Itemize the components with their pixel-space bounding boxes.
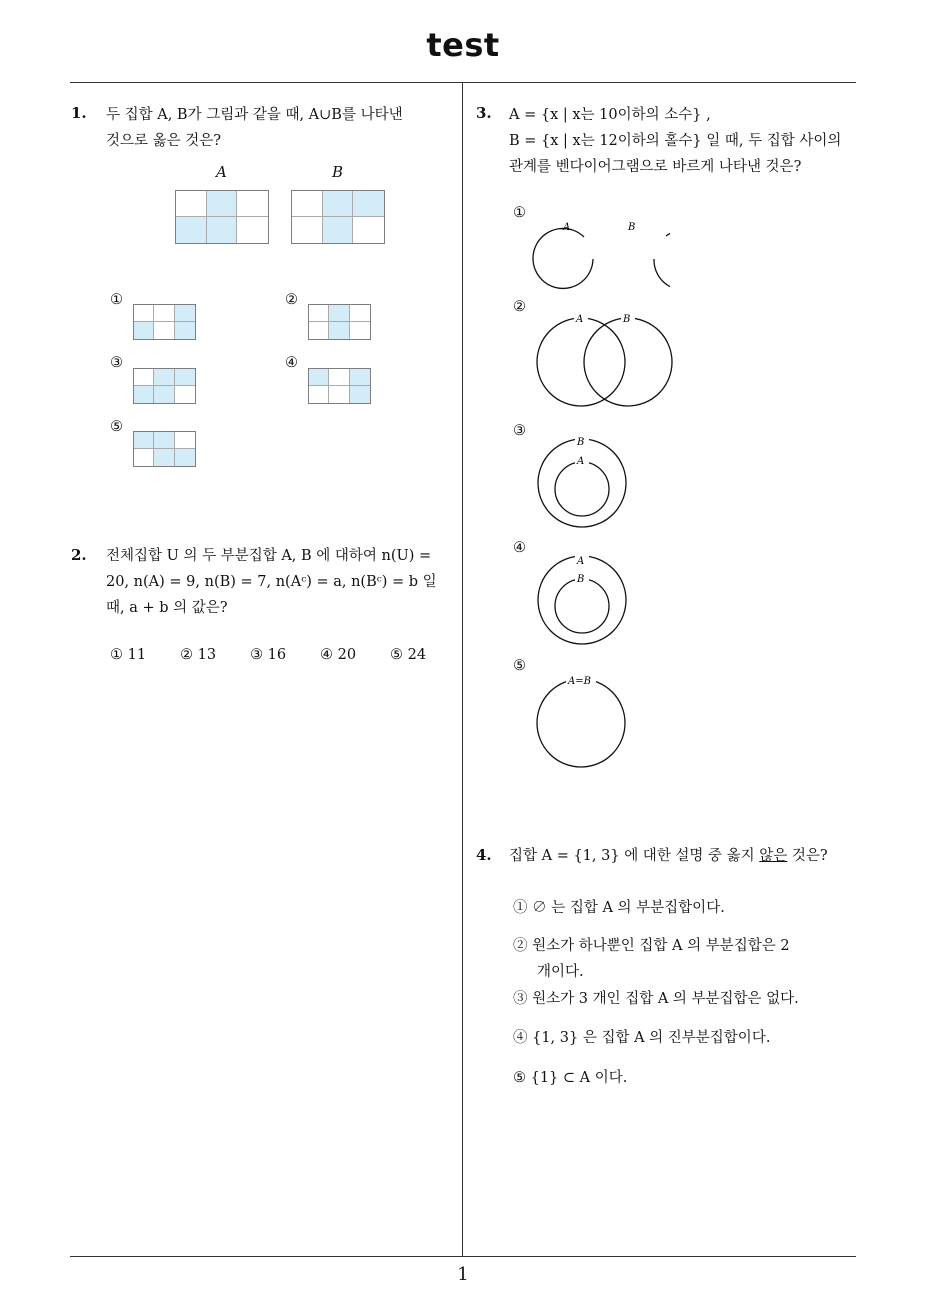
outer-circle bbox=[538, 556, 626, 644]
filled-cell bbox=[134, 432, 154, 449]
label-b: B bbox=[628, 222, 636, 233]
page-number: 1 bbox=[457, 1264, 469, 1285]
filled-cell bbox=[154, 449, 174, 466]
inner-circle bbox=[555, 462, 609, 516]
outer-circle bbox=[538, 439, 626, 527]
answer-line: ② 원소가 하나뿐인 집합 A 의 부분집합은 2 bbox=[513, 938, 790, 954]
option-1-grid[interactable] bbox=[133, 304, 196, 340]
option-mark[interactable]: ④ bbox=[513, 540, 526, 556]
option-mark[interactable]: ③ bbox=[110, 355, 123, 371]
empty-cell bbox=[353, 217, 384, 243]
filled-cell bbox=[329, 305, 349, 322]
empty-cell bbox=[309, 386, 329, 403]
option-mark[interactable]: ② bbox=[513, 299, 526, 315]
option-mark[interactable]: ⑤ bbox=[513, 658, 526, 674]
question-text bbox=[509, 102, 859, 180]
empty-cell bbox=[176, 191, 207, 217]
option-mark[interactable]: ⑤ bbox=[110, 419, 123, 435]
question-line: 관계를 벤다이어그램으로 바르게 나타낸 것은? bbox=[509, 159, 802, 175]
label-b: B bbox=[577, 437, 585, 448]
option-3-grid[interactable] bbox=[133, 368, 196, 404]
filled-cell bbox=[154, 386, 174, 403]
set-a-label: A bbox=[216, 163, 227, 181]
answer-line: 개이다. bbox=[537, 964, 584, 980]
choice-2[interactable]: ② 13 bbox=[180, 647, 217, 663]
stem-text: 집합 A = {1, 3} 에 대한 설명 중 옳지 bbox=[509, 848, 760, 864]
stem-text: 것은? bbox=[787, 848, 828, 864]
set-b-grid bbox=[291, 190, 385, 244]
empty-cell bbox=[237, 191, 268, 217]
option-mark[interactable]: ① bbox=[110, 292, 123, 308]
filled-cell bbox=[134, 386, 154, 403]
circle-b bbox=[584, 318, 672, 406]
answer-3[interactable]: ③ 원소가 3 개인 집합 A 의 부분집합은 없다. bbox=[513, 991, 799, 1007]
question-line: 때, a + b 의 값은? bbox=[106, 600, 228, 616]
inner-circle bbox=[555, 579, 609, 633]
filled-cell bbox=[134, 322, 154, 339]
empty-cell bbox=[134, 369, 154, 386]
question-number: 3. bbox=[476, 104, 492, 122]
empty-cell bbox=[309, 305, 329, 322]
filled-cell bbox=[175, 322, 195, 339]
choice-5[interactable]: ⑤ 24 bbox=[390, 647, 427, 663]
question-text bbox=[509, 843, 859, 869]
option-mark[interactable]: ① bbox=[513, 205, 526, 221]
answer-2[interactable] bbox=[513, 933, 790, 985]
question-line: 전체집합 U 의 두 부분집합 A, B 에 대하여 n(U) = bbox=[106, 548, 432, 564]
filled-cell bbox=[154, 369, 174, 386]
filled-cell bbox=[350, 369, 370, 386]
venn-option-5[interactable] bbox=[530, 674, 640, 774]
empty-cell bbox=[292, 217, 323, 243]
answer-1[interactable]: ① ∅ 는 집합 A 의 부분집합이다. bbox=[513, 900, 725, 916]
question-number: 1. bbox=[71, 104, 87, 122]
filled-cell bbox=[176, 217, 207, 243]
filled-cell bbox=[207, 191, 238, 217]
set-a-grid bbox=[175, 190, 269, 244]
filled-cell bbox=[350, 386, 370, 403]
filled-cell bbox=[175, 305, 195, 322]
option-mark[interactable]: ③ bbox=[513, 423, 526, 439]
empty-cell bbox=[292, 191, 323, 217]
venn-option-2[interactable] bbox=[530, 308, 680, 413]
answer-5[interactable]: ⑤ {1} ⊂ A 이다. bbox=[513, 1070, 628, 1086]
label-a-equals-b: A=B bbox=[568, 676, 591, 687]
empty-cell bbox=[350, 305, 370, 322]
empty-cell bbox=[350, 322, 370, 339]
venn-option-4[interactable] bbox=[530, 552, 640, 647]
venn-option-1[interactable] bbox=[530, 215, 670, 290]
set-b-label: B bbox=[332, 163, 344, 181]
empty-cell bbox=[329, 369, 349, 386]
empty-cell bbox=[134, 305, 154, 322]
circle-a bbox=[537, 318, 625, 406]
empty-cell bbox=[237, 217, 268, 243]
question-line: B = {x | x는 12이하의 홀수} 일 때, 두 집합 사이의 bbox=[509, 133, 842, 149]
empty-cell bbox=[134, 449, 154, 466]
option-4-grid[interactable] bbox=[308, 368, 371, 404]
choice-4[interactable]: ④ 20 bbox=[320, 647, 357, 663]
option-mark[interactable]: ② bbox=[285, 292, 298, 308]
question-line: 것으로 옳은 것은? bbox=[106, 133, 222, 149]
footer-rule bbox=[70, 1256, 856, 1257]
circle-a-equals-b bbox=[537, 679, 625, 767]
circle-a bbox=[533, 228, 593, 288]
label-a: A bbox=[563, 222, 571, 233]
filled-cell bbox=[207, 217, 238, 243]
question-text bbox=[106, 102, 446, 154]
page-title: test bbox=[426, 26, 500, 64]
question-line: A = {x | x는 10이하의 소수} , bbox=[509, 107, 711, 123]
option-mark[interactable]: ④ bbox=[285, 355, 298, 371]
filled-cell bbox=[309, 369, 329, 386]
filled-cell bbox=[175, 369, 195, 386]
empty-cell bbox=[154, 305, 174, 322]
label-a: A bbox=[576, 314, 584, 325]
choice-3[interactable]: ③ 16 bbox=[250, 647, 287, 663]
filled-cell bbox=[323, 191, 354, 217]
label-a: A bbox=[577, 456, 585, 467]
empty-cell bbox=[175, 386, 195, 403]
filled-cell bbox=[353, 191, 384, 217]
choice-1[interactable]: ① 11 bbox=[110, 647, 147, 663]
option-2-grid[interactable] bbox=[308, 304, 371, 340]
filled-cell bbox=[329, 322, 349, 339]
stem-emphasis: 않은 bbox=[759, 848, 788, 864]
option-5-grid[interactable] bbox=[133, 431, 196, 467]
question-number: 2. bbox=[71, 546, 87, 564]
answer-4[interactable]: ④ {1, 3} 은 집합 A 의 진부분집합이다. bbox=[513, 1030, 771, 1046]
label-b: B bbox=[577, 574, 585, 585]
empty-cell bbox=[329, 386, 349, 403]
question-line: 두 집합 A, B가 그림과 같을 때, A∪B를 나타낸 bbox=[106, 107, 403, 123]
filled-cell bbox=[323, 217, 354, 243]
empty-cell bbox=[309, 322, 329, 339]
label-a: A bbox=[577, 556, 585, 567]
column-divider bbox=[462, 83, 463, 1256]
empty-cell bbox=[175, 432, 195, 449]
question-number: 4. bbox=[476, 846, 492, 864]
question-text bbox=[106, 543, 456, 621]
question-line: 20, n(A) = 9, n(B) = 7, n(Aᶜ) = a, n(Bᶜ) = b 일 bbox=[106, 574, 437, 590]
venn-option-3[interactable] bbox=[530, 433, 640, 528]
empty-cell bbox=[154, 322, 174, 339]
label-b: B bbox=[623, 314, 631, 325]
circle-b bbox=[654, 230, 670, 290]
filled-cell bbox=[154, 432, 174, 449]
header-rule bbox=[70, 82, 856, 83]
filled-cell bbox=[175, 449, 195, 466]
